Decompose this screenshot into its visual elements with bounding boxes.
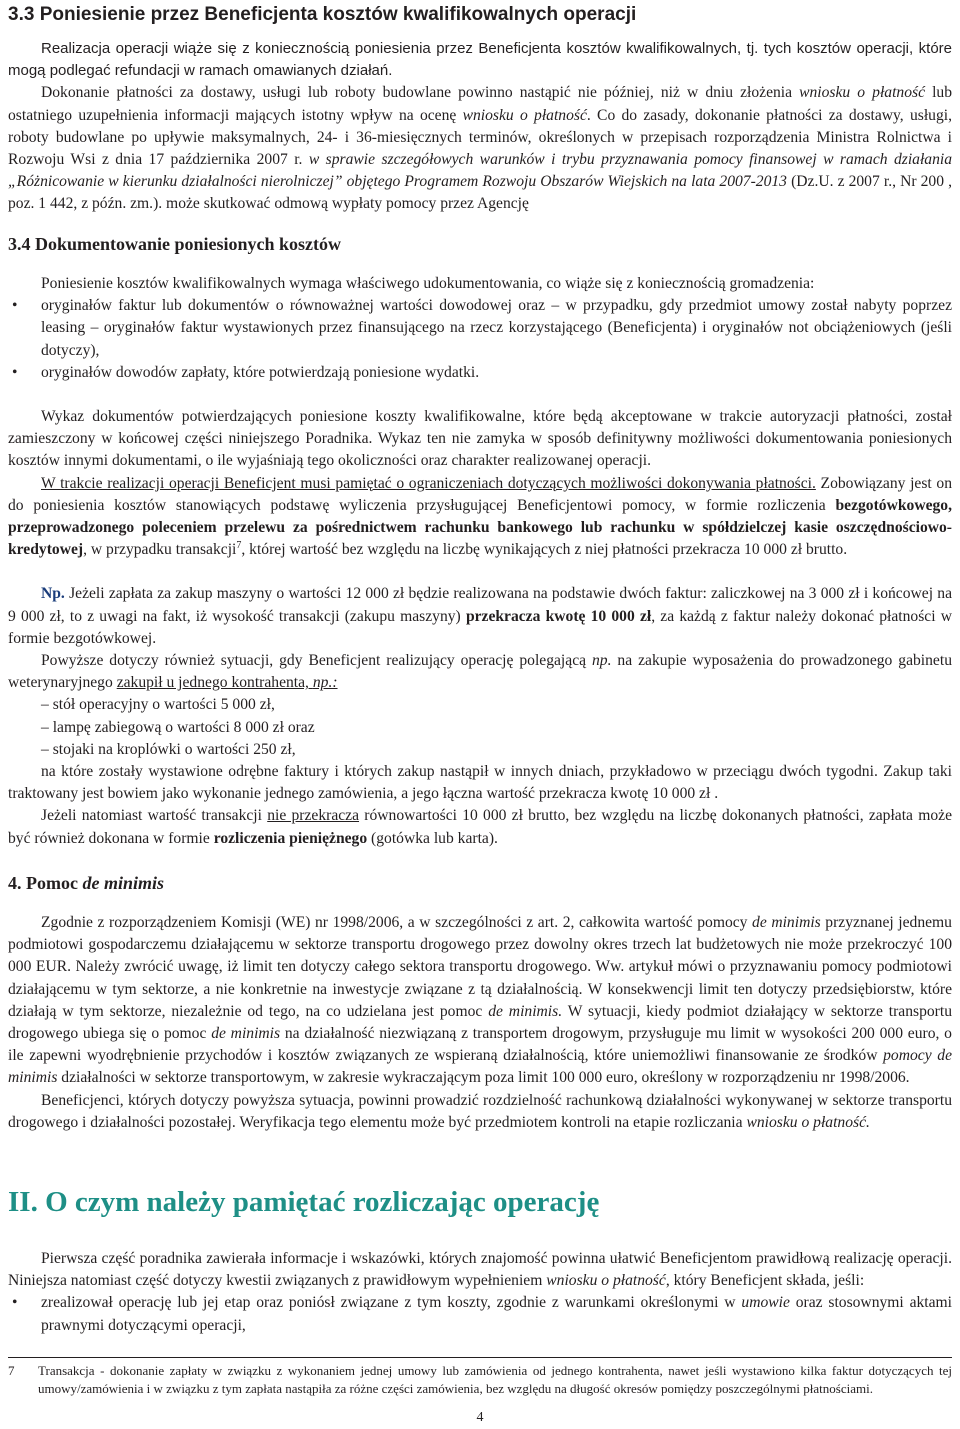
paragraph-refund-intro: Realizacja operacji wiąże się z koniecznością poniesienia przez Beneficjenta kosztów kwalifikowalnych, tj. tych kosztów operacji, które mogą podlegać refundacji w ramach omawianych działań. — [8, 40, 952, 80]
equipment-list — [8, 694, 952, 761]
paragraph-payment-deadline: Dokonanie płatności za dostawy, usługi lub roboty budowlane powinno nastąpić nie później, niż w dniu złożenia wniosku o płatność lub ostatniego uzupełnienia informacji mających istotny wpływ na ocenę wniosku o płatność. Co do zasady, dokonanie płatności za dostawy, usługi, roboty budowlane po upływie maksymalnych, 24- i 36-miesięcznych terminów, określonych w przepisach rozporządzenia Ministra Rolnictwa i Rozwoju Wsi z dnia 17 października 2007 r. w sprawie szczegółowych warunków i trybu przyznawania pomocy finansowej w ramach działania „Różnicowanie w kierunku działalności nierolniczej” objętego Programem Rozwoju Obszarów Wiejskich na lata 2007-2013 (Dz.U. z 2007 r., Nr 200 , poz. 1 442, z późn. zm.). może skutkować odmową wypłaty pomocy przez Agencję — [8, 84, 952, 213]
footnote-text: Transakcja - dokonanie zapłaty w związku z wykonaniem jednej umowy lub zamówienia od jednego kontrahenta, nawet jeśli wystawiono kilka faktur dotyczących tej umowy/zamówienia i w związku z tym zapłata nastąpiła za różne części zamówienia, bez względu na długość okresów pomiędzy poszczególnymi płatnościami. — [38, 1363, 952, 1396]
part-ii-body — [8, 1248, 952, 1337]
section-4-body — [8, 912, 952, 1134]
paragraph-documentation-intro: Poniesienie kosztów kwalifikowalnych wymaga właściwego udokumentowania, co wiąże się z koniecznością gromadzenia: — [41, 275, 815, 292]
paragraph-de-minimis-rules: Zgodnie z rozporządzeniem Komisji (WE) nr 1998/2006, a w szczególności z art. 2, całkowita wartość pomocy de minimis przyznanej jednemu podmiotowi gospodarczemu działającemu w sektorze transportu drogowego przez dowolny okres trzech lat budżetowych nie może przekroczyć 100 000 EUR. Należy zwrócić uwagę, iż limit ten dotyczy całego sektora transportu drogowego. Ww. artykuł mówi o przyznawaniu pomocy podmiotowi działającemu w tym sektorze, a nie konkretnie na inwestycje związane z tą działalnością. W konsekwencji limit ten dotyczy przedsiębiorstw, które działają w tym sektorze, niezależnie od tego, na co udzielana jest pomoc de minimis. W sytuacji, kiedy podmiot działający w sektorze transportu drogowego ubiega się o pomoc de minimis na działalność niezwiązaną z transportem drogowym, przysługuje mu limit w wysokości 200 000 euro, o ile zapewni wyodrębnienie przychodów i kosztów związanych ze wspieraną działalnością, które uniemożliwi finansowanie ze środków pomocy de minimis działalności w sektorze transportowym, w zakresie wykraczającym poza limit 100 000 euro, określony w rozporządzeniu nr 1998/2006. — [8, 914, 952, 1087]
part-ii-title: II. O czym należy pamiętać rozliczając operację — [8, 1186, 600, 1218]
list-item: • oryginałów faktur lub dokumentów o równoważnej wartości dowodowej oraz – w przypadku, gdy przedmiot umowy został nabyty poprzez leasing – oryginałów faktur wystawionych przez finansującego na rzecz korzystającego (Beneficjenta) i oryginałów not obciążeniowych (jeśli dotyczy), — [12, 297, 952, 359]
documents-list — [8, 295, 952, 384]
bullet-icon: • — [12, 363, 18, 381]
list-item: – lampę zabiegową o wartości 8 000 zł oraz — [41, 718, 315, 736]
footnote-separator — [8, 1357, 952, 1358]
paragraph-payment-restrictions: W trakcie realizacji operacji Beneficjent musi pamiętać o ograniczeniach dotyczących możliwości dokonywania płatności. Zobowiązany jest on do poniesienia kosztów stanowiących podstawę wyliczenia przysługującej Beneficjentowi pomocy, w formie rozliczenia bezgotówkowego, przeprowadzonego poleceniem przelewu za pośrednictwem rachunku bankowego lub rachunku w spółdzielczej kasie oszczędnościowo-kredytowej, w przypadku transakcji$^7$, której wartość bez względu na liczbę wynikających z niej płatności przekracza 10 000 zł brutto. — [8, 474, 952, 559]
paragraph-part-ii-intro: Pierwsza część poradnika zawierała informacje i wskazówki, których znajomość powinna ułatwić Beneficjentom prawidłową realizację operacji. Niniejsza natomiast część dotyczy kwestii związanych z prawidłowym wypełnieniem wniosku o płatność, który Beneficjent składa, jeśli: — [8, 1250, 952, 1290]
paragraph-example-machine: Np. Jeżeli zapłata za zakup maszyny o wartości 12 000 zł będzie realizowana na podstawie dwóch faktur: zaliczkowej na 3 000 zł i końcowej na 9 000 zł, to z uwagi na fakt, iż wysokość transakcji (zakupu maszyny) przekracza kwotę 10 000 zł, za każdą z faktur należy dokonać płatności w formie bezgotówkowej. — [8, 585, 952, 647]
paragraph-example-vet: Powyższe dotyczy również sytuacji, gdy Beneficjent realizujący operację polegającą np. na zakupie wyposażenia do prowadzonego gabinetu weterynaryjnego zakupił u jednego kontrahenta, np.: — [8, 652, 952, 692]
paragraph-documents-list-info: Wykaz dokumentów potwierdzających poniesione koszty kwalifikowalne, które będą akceptowane w trakcie autoryzacji płatności, został zamieszczony w końcowej części niniejszego Poradnika. Wykaz ten nie zamyka w sposób definitywny możliwości dokumentowania poniesionych kosztów innymi dokumentami, o ile wyjaśniają tego okoliczności oraz charakter realizowanej operacji. — [8, 408, 952, 470]
example-label: Np. — [41, 585, 65, 603]
list-item: • zrealizował operację lub jej etap oraz poniósł związane z tym koszty, zgodnie z warunkami określonymi w umowie oraz stosownymi aktami prawnymi dotyczącymi operacji, — [12, 1294, 953, 1334]
bullet-icon: • — [12, 297, 18, 315]
section-3-3-title: 3.3 Poniesienie przez Beneficjenta kosztów kwalifikowalnych operacji — [8, 4, 637, 25]
paragraph-example-invoices: na które zostały wystawione odrębne faktury i których zakup nastąpił w innych dniach, przykładowo w przeciągu dwóch tygodni. Zakup taki traktowany jest bowiem jako wykonanie jednego zamówienia, a jego łączna wartość przekracza kwotę 10 000 zł . — [8, 763, 952, 803]
footnote-number: 7 — [8, 1363, 15, 1378]
section-3-4-title: 3.4 Dokumentowanie poniesionych kosztów — [8, 234, 342, 254]
section-3-3-body — [8, 38, 952, 216]
bullet-icon: • — [12, 1294, 18, 1312]
list-item: – stół operacyjny o wartości 5 000 zł, — [41, 696, 275, 714]
conditions-list — [8, 1292, 952, 1336]
page-number: 4 — [476, 1410, 484, 1425]
list-item: – stojaki na kroplówki o wartości 250 zł, — [41, 740, 296, 758]
section-4-title: 4. Pomoc de minimis — [8, 873, 164, 893]
footnote-ref: 7 — [236, 540, 242, 552]
footnote — [8, 1362, 952, 1398]
paragraph-cash-payment: Jeżeli natomiast wartość transakcji nie przekracza równowartości 10 000 zł brutto, bez względu na liczbę dokonanych płatności, zapłata może być również dokonana w formie rozliczenia pieniężnego (gotówka lub karta). — [8, 807, 952, 847]
section-3-4-body — [8, 273, 952, 850]
list-item: • oryginałów dowodów zapłaty, które potwierdzają poniesione wydatki. — [8, 362, 952, 384]
paragraph-accounting-separation: Beneficjenci, których dotyczy powyższa sytuacja, powinni prowadzić rozdzielność rachunkową działalności wykonywanej w sektorze transportu drogowego i działalności pozostałej. Weryfikacja tego elementu może być przedmiotem kontroli na etapie rozliczania wniosku o płatność. — [8, 1091, 952, 1131]
